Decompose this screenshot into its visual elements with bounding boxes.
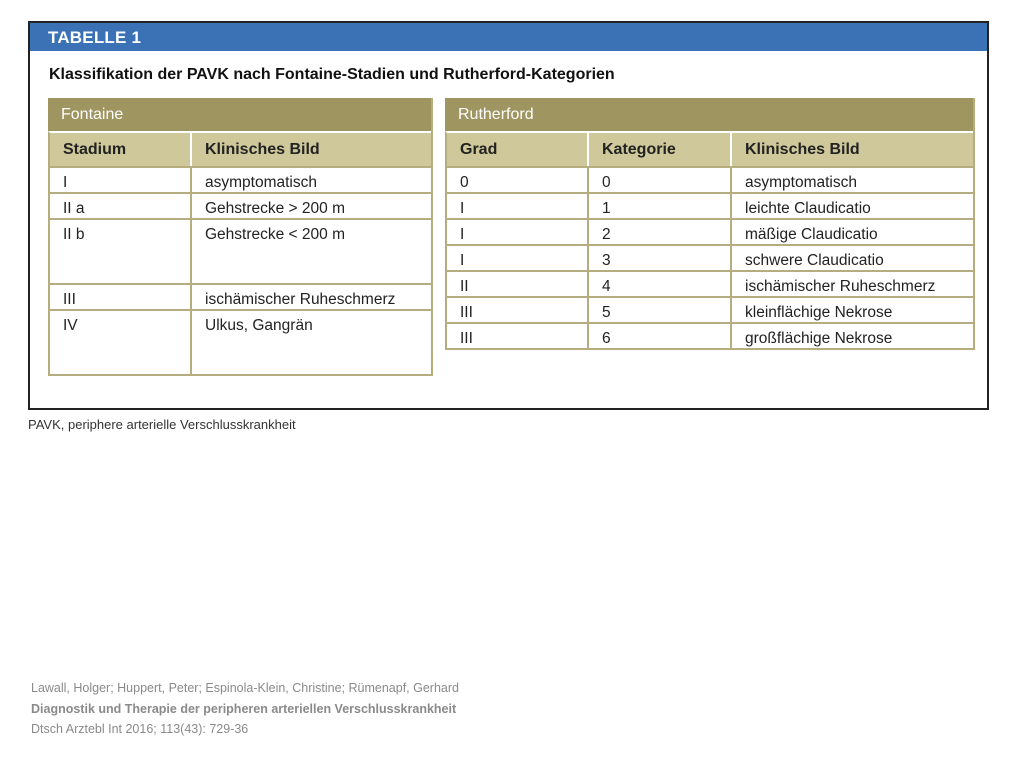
rutherford-header-row	[445, 131, 973, 166]
table-cell: 5	[587, 296, 730, 322]
table-cell: kleinflächige Nekrose	[730, 296, 973, 322]
table-row	[48, 283, 431, 309]
table-row	[445, 192, 973, 218]
column-header: Kategorie	[587, 131, 730, 166]
table-cell: II a	[48, 192, 190, 218]
fontaine-header-row	[48, 131, 431, 166]
table-cell: II	[445, 270, 587, 296]
rutherford-table	[445, 98, 975, 350]
table-cell: großflächige Nekrose	[730, 322, 973, 348]
table-cell: I	[445, 192, 587, 218]
table-cell: III	[48, 283, 190, 309]
rutherford-title: Rutherford	[445, 98, 973, 131]
table-cell: III	[445, 322, 587, 348]
table-cell: I	[445, 244, 587, 270]
table-row	[48, 218, 431, 283]
column-header: Klinisches Bild	[190, 131, 431, 166]
table-cell: III	[445, 296, 587, 322]
table-cell: 3	[587, 244, 730, 270]
table-cell: I	[48, 166, 190, 192]
table-cell: Gehstrecke < 200 m	[190, 218, 431, 283]
table-cell: II b	[48, 218, 190, 283]
table-figure	[28, 21, 989, 410]
table-cell: ischämischer Ruheschmerz	[190, 283, 431, 309]
table-cell: mäßige Claudicatio	[730, 218, 973, 244]
table-cell: asymptomatisch	[730, 166, 973, 192]
fontaine-table	[48, 98, 433, 376]
table-cell: schwere Claudicatio	[730, 244, 973, 270]
table-cell: ischämischer Ruheschmerz	[730, 270, 973, 296]
fontaine-title: Fontaine	[48, 98, 431, 131]
table-row	[445, 296, 973, 322]
table-cell: 2	[587, 218, 730, 244]
table-banner: TABELLE 1	[30, 23, 987, 51]
column-header: Stadium	[48, 131, 190, 166]
table-row	[48, 192, 431, 218]
table-cell: IV	[48, 309, 190, 374]
table-cell: asymptomatisch	[190, 166, 431, 192]
table-footnote: PAVK, periphere arterielle Verschlusskrankheit	[28, 417, 296, 432]
table-row	[445, 322, 973, 348]
table-cell: 0	[445, 166, 587, 192]
table-cell: leichte Claudicatio	[730, 192, 973, 218]
table-cell: 4	[587, 270, 730, 296]
table-row	[445, 244, 973, 270]
table-row	[445, 166, 973, 192]
table-row	[445, 218, 973, 244]
column-header: Grad	[445, 131, 587, 166]
table-cell: 0	[587, 166, 730, 192]
table-cell: 6	[587, 322, 730, 348]
table-row	[48, 166, 431, 192]
citation-title: Diagnostik und Therapie der peripheren arteriellen Verschlusskrankheit	[31, 701, 457, 716]
citation	[31, 678, 459, 740]
citation-source: Dtsch Arztebl Int 2016; 113(43): 729-36	[31, 722, 249, 736]
table-cell: 1	[587, 192, 730, 218]
citation-authors: Lawall, Holger; Huppert, Peter; Espinola-Klein, Christine; Rümenapf, Gerhard	[31, 681, 459, 695]
column-header: Klinisches Bild	[730, 131, 973, 166]
table-row	[48, 309, 431, 374]
table-cell: Gehstrecke > 200 m	[190, 192, 431, 218]
table-cell: Ulkus, Gangrän	[190, 309, 431, 374]
table-row	[445, 270, 973, 296]
table-subtitle: Klassifikation der PAVK nach Fontaine-Stadien und Rutherford-Kategorien	[49, 66, 615, 83]
table-cell: I	[445, 218, 587, 244]
